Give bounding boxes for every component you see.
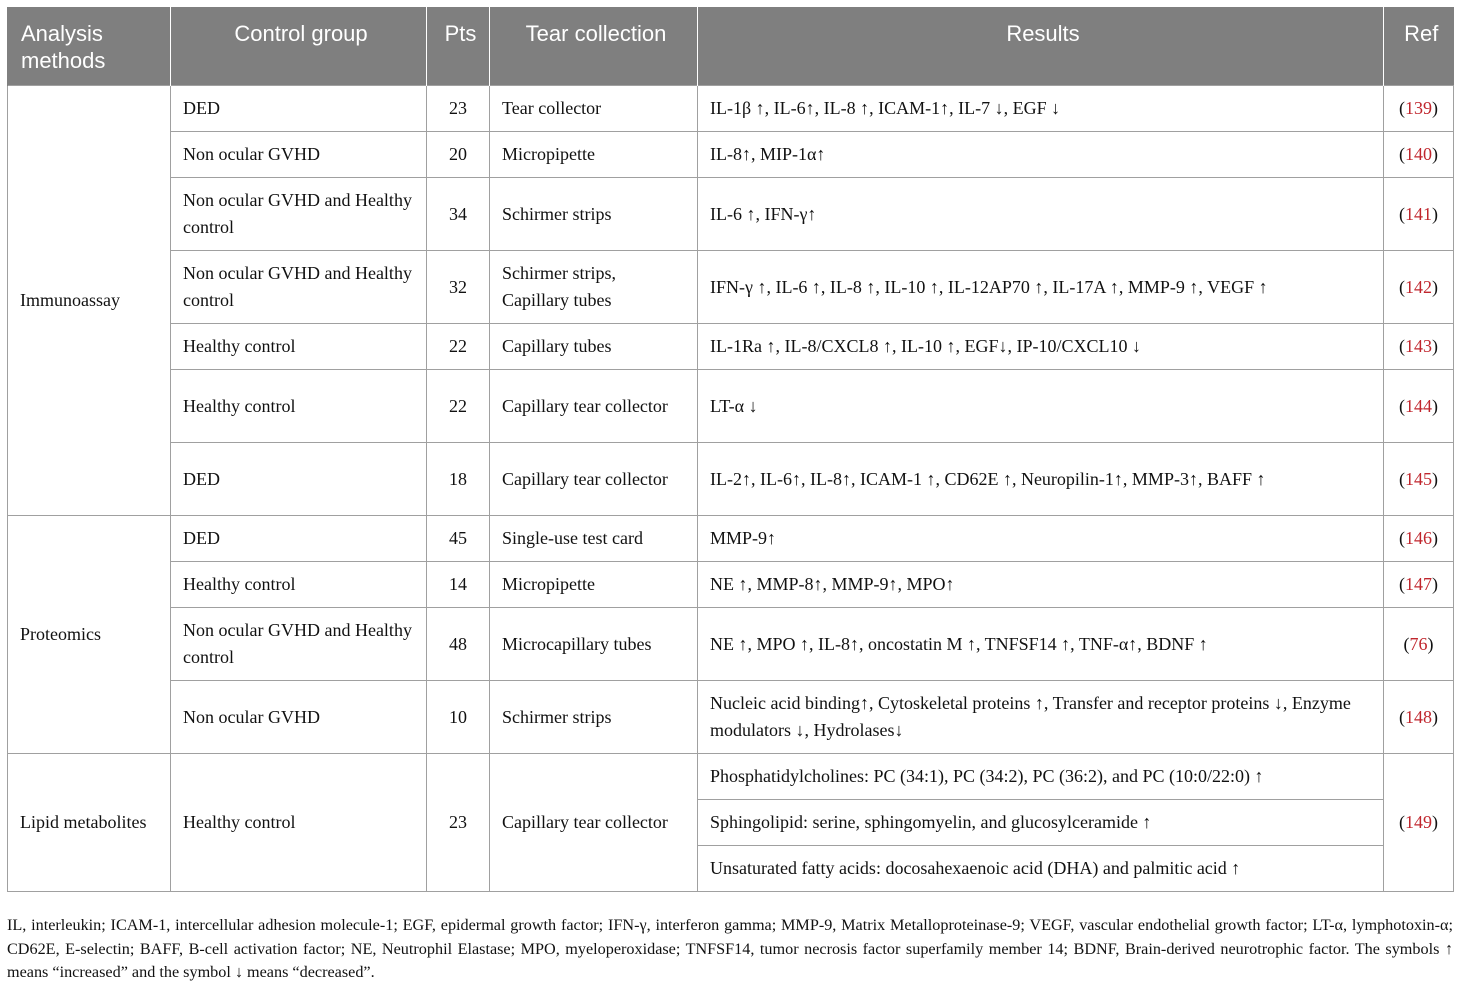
ref-cell[interactable]: (141) — [1384, 178, 1454, 251]
table-row — [8, 86, 1454, 132]
header-control-group: Control group — [171, 7, 427, 86]
header-ref: Ref — [1384, 7, 1454, 86]
pts-cell: 34 — [427, 178, 490, 251]
ref-cell[interactable]: (149) — [1384, 754, 1454, 892]
results-cell: IL-1β ↑, IL-6↑, IL-8 ↑, ICAM-1↑, IL-7 ↓, EGF ↓ — [698, 86, 1384, 132]
ref-cell[interactable]: (142) — [1384, 251, 1454, 324]
ref-link[interactable]: 139 — [1405, 98, 1432, 118]
ref-link[interactable]: 146 — [1405, 528, 1432, 548]
tear-cell: Capillary tear collector — [490, 754, 698, 892]
ref-link[interactable]: 143 — [1405, 336, 1432, 356]
method-cell: Proteomics — [8, 516, 171, 754]
tear-cell: Micropipette — [490, 132, 698, 178]
header-row — [8, 7, 1454, 86]
ref-link[interactable]: 145 — [1405, 468, 1432, 489]
control-cell: DED — [171, 516, 427, 562]
results-cell: IL-8↑, MIP-1α↑ — [698, 132, 1384, 178]
control-cell: Non ocular GVHD and Healthy control — [171, 178, 427, 251]
tear-cell: Schirmer strips — [490, 681, 698, 754]
tear-cell: Capillary tear collector — [490, 370, 698, 443]
control-cell: Non ocular GVHD and Healthy control — [171, 251, 427, 324]
ref-link[interactable]: 147 — [1405, 574, 1432, 594]
pts-cell: 48 — [427, 608, 490, 681]
results-cell: Sphingolipid: serine, sphingomyelin, and glucosylceramide ↑ — [698, 800, 1384, 846]
pts-cell: 45 — [427, 516, 490, 562]
table-row — [8, 178, 1454, 251]
ref-link[interactable]: 144 — [1405, 395, 1432, 416]
tear-cell: Micropipette — [490, 562, 698, 608]
results-cell: Unsaturated fatty acids: docosahexaenoic acid (DHA) and palmitic acid ↑ — [698, 846, 1384, 892]
tear-cell: Schirmer strips, Capillary tubes — [490, 251, 698, 324]
ref-cell[interactable]: (145) — [1384, 443, 1454, 516]
pts-cell: 22 — [427, 370, 490, 443]
results-cell: LT-α ↓ — [698, 370, 1384, 443]
ref-cell[interactable]: (140) — [1384, 132, 1454, 178]
table-row — [8, 132, 1454, 178]
results-cell: IL-6 ↑, IFN-γ↑ — [698, 178, 1384, 251]
method-cell: Lipid metabolites — [8, 754, 171, 892]
ref-link[interactable]: 148 — [1405, 706, 1432, 727]
tear-cell: Capillary tubes — [490, 324, 698, 370]
table-row — [8, 562, 1454, 608]
ref-cell[interactable]: (144) — [1384, 370, 1454, 443]
ref-cell[interactable]: (148) — [1384, 681, 1454, 754]
header-pts: Pts — [427, 7, 490, 86]
results-cell: Nucleic acid binding↑, Cytoskeletal proteins ↑, Transfer and receptor proteins ↓, Enzyme modulators ↓, Hydrolases↓ — [698, 681, 1384, 754]
tear-cell: Microcapillary tubes — [490, 608, 698, 681]
table-row — [8, 681, 1454, 754]
table-row — [8, 443, 1454, 516]
control-cell: Healthy control — [171, 754, 427, 892]
ref-link[interactable]: 149 — [1405, 812, 1432, 832]
pts-cell: 23 — [427, 86, 490, 132]
tear-cell: Schirmer strips — [490, 178, 698, 251]
results-cell: IL-1Ra ↑, IL-8/CXCL8 ↑, IL-10 ↑, EGF↓, IP-10/CXCL10 ↓ — [698, 324, 1384, 370]
control-cell: Non ocular GVHD — [171, 132, 427, 178]
header-tear-collection: Tear collection — [490, 7, 698, 86]
table-row — [8, 324, 1454, 370]
ref-cell[interactable]: (139) — [1384, 86, 1454, 132]
results-cell: MMP-9↑ — [698, 516, 1384, 562]
tear-analysis-table — [7, 7, 1454, 892]
ref-link[interactable]: 140 — [1405, 144, 1432, 164]
pts-cell: 20 — [427, 132, 490, 178]
pts-cell: 14 — [427, 562, 490, 608]
ref-cell[interactable]: (143) — [1384, 324, 1454, 370]
table-row — [8, 251, 1454, 324]
control-cell: Healthy control — [171, 562, 427, 608]
table-row — [8, 608, 1454, 681]
control-cell: DED — [171, 86, 427, 132]
tear-cell: Capillary tear collector — [490, 443, 698, 516]
control-cell: Healthy control — [171, 324, 427, 370]
pts-cell: 23 — [427, 754, 490, 892]
pts-cell: 22 — [427, 324, 490, 370]
pts-cell: 10 — [427, 681, 490, 754]
ref-cell[interactable]: (146) — [1384, 516, 1454, 562]
table-row — [8, 370, 1454, 443]
ref-link[interactable]: 141 — [1405, 203, 1432, 224]
ref-cell[interactable]: (147) — [1384, 562, 1454, 608]
results-cell: NE ↑, MMP-8↑, MMP-9↑, MPO↑ — [698, 562, 1384, 608]
results-cell: Phosphatidylcholines: PC (34:1), PC (34:2), PC (36:2), and PC (10:0/22:0) ↑ — [698, 754, 1384, 800]
ref-link[interactable]: 142 — [1405, 276, 1432, 297]
tear-cell: Single-use test card — [490, 516, 698, 562]
table-footnote: IL, interleukin; ICAM-1, intercellular adhesion molecule-1; EGF, epidermal growth factor; IFN-γ, interferon gamma; MMP-9, Matrix Metalloproteinase-9; VEGF, vascular endothelial growth factor; LT-α, lymphotoxin-α; CD62E, E-selectin; BAFF, B-cell activation factor; NE, Neutrophil Elastase; MPO, myeloperoxidase; TNFSF14, tumor necrosis factor superfamily member 14; BDNF, Brain-derived neurotrophic factor. The symbols ↑ means “increased” and the symbol ↓ means “decreased”. — [7, 916, 1453, 981]
method-cell: Immunoassay — [8, 86, 171, 516]
pts-cell: 32 — [427, 251, 490, 324]
ref-cell[interactable]: (76) — [1384, 608, 1454, 681]
ref-link[interactable]: 76 — [1409, 633, 1428, 654]
results-cell: IFN-γ ↑, IL-6 ↑, IL-8 ↑, IL-10 ↑, IL-12AP70 ↑, IL-17A ↑, MMP-9 ↑, VEGF ↑ — [698, 251, 1384, 324]
table-row — [8, 754, 1454, 800]
header-analysis-methods: Analysis methods — [8, 7, 171, 86]
results-cell: IL-2↑, IL-6↑, IL-8↑, ICAM-1 ↑, CD62E ↑, Neuropilin-1↑, MMP-3↑, BAFF ↑ — [698, 443, 1384, 516]
header-results: Results — [698, 7, 1384, 86]
control-cell: Non ocular GVHD and Healthy control — [171, 608, 427, 681]
control-cell: Healthy control — [171, 370, 427, 443]
control-cell: Non ocular GVHD — [171, 681, 427, 754]
table-row — [8, 516, 1454, 562]
pts-cell: 18 — [427, 443, 490, 516]
results-cell: NE ↑, MPO ↑, IL-8↑, oncostatin M ↑, TNFSF14 ↑, TNF-α↑, BDNF ↑ — [698, 608, 1384, 681]
tear-cell: Tear collector — [490, 86, 698, 132]
control-cell: DED — [171, 443, 427, 516]
